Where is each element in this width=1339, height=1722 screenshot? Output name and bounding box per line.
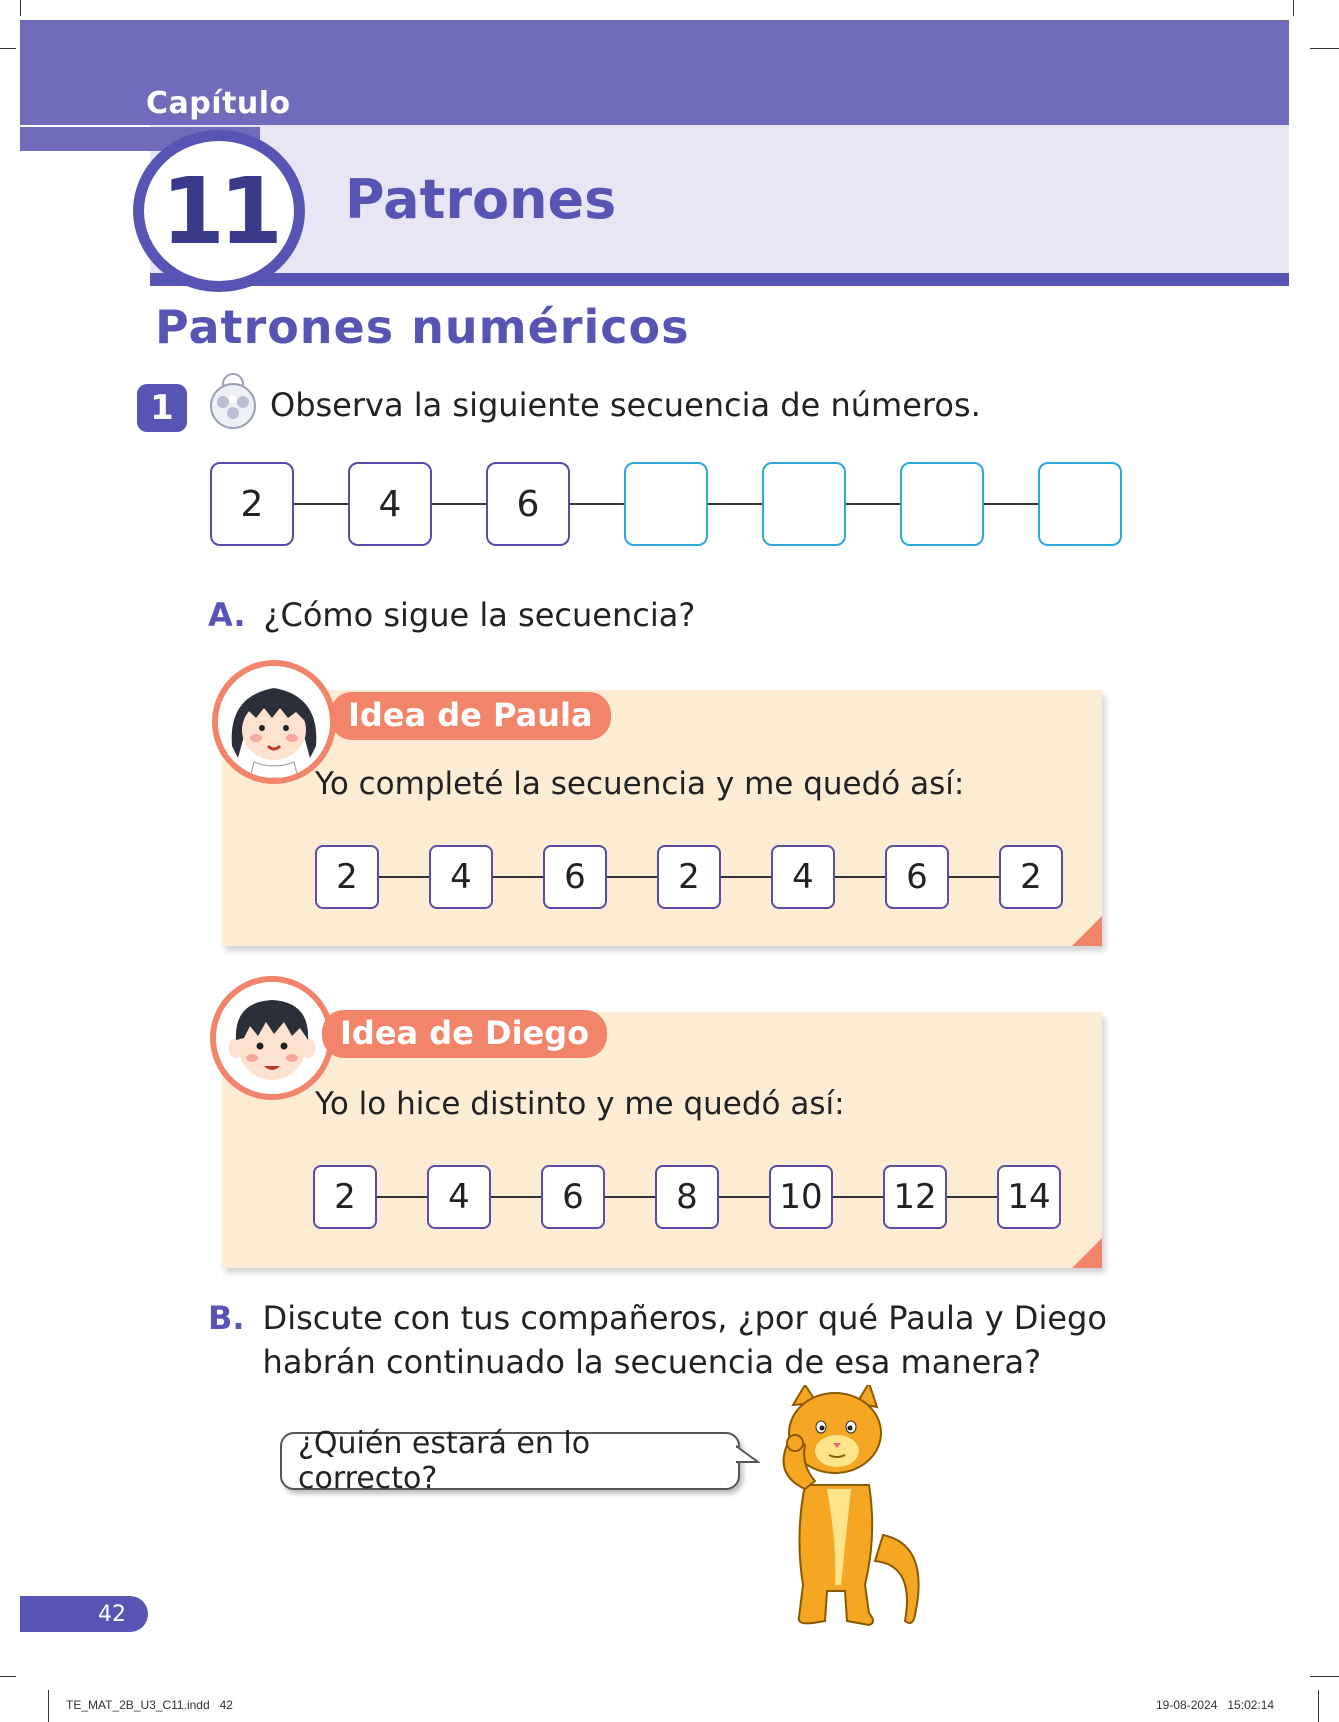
sequence-box: 2: [315, 845, 379, 909]
section-title: Patrones numéricos: [155, 300, 690, 354]
page-fold-corner: [1072, 916, 1102, 946]
exercise-instruction: Observa la siguiente secuencia de números.: [270, 386, 981, 424]
idea-text-diego: Yo lo hice distinto y me quedó así:: [315, 1086, 845, 1122]
speech-bubble: [280, 1426, 740, 1496]
idea-label-diego: Idea de Diego: [322, 1010, 607, 1058]
page-number: 42: [98, 1601, 126, 1627]
chapter-number-badge: [133, 130, 305, 292]
question-a: [208, 596, 695, 634]
question-a-text: ¿Cómo sigue la secuencia?: [263, 596, 696, 634]
question-a-label: A.: [208, 596, 246, 634]
sequence-connector: [570, 503, 624, 505]
boy-avatar-icon: [210, 976, 334, 1100]
sequence-box: 6: [486, 462, 570, 546]
sequence-box: 6: [543, 845, 607, 909]
page-number-tab: [20, 1596, 148, 1632]
crop-mark: [1293, 0, 1294, 16]
question-b-text: [263, 1296, 1107, 1384]
sequence-box: 2: [657, 845, 721, 909]
sequence-box: 12: [883, 1165, 947, 1229]
sequence-connector: [605, 1196, 655, 1198]
sequence-box: 6: [885, 845, 949, 909]
sequence-connector: [432, 503, 486, 505]
sequence-box: 4: [771, 845, 835, 909]
crop-mark: [0, 48, 16, 49]
sequence-connector: [833, 1196, 883, 1198]
print-slug-date: 19-08-2024 15:02:14: [1156, 1698, 1275, 1712]
chapter-title: Patrones: [345, 168, 617, 231]
crop-mark: [0, 1676, 16, 1677]
question-b: [208, 1296, 1107, 1384]
header-underline: [150, 273, 1289, 286]
diego-sequence: [313, 1165, 1061, 1229]
sequence-blank-box[interactable]: [762, 462, 846, 546]
sequence-connector: [493, 876, 543, 878]
sequence-blank-box[interactable]: [1038, 462, 1122, 546]
sequence-connector: [379, 876, 429, 878]
crop-mark: [20, 0, 21, 16]
group-discussion-icon: [205, 366, 261, 430]
question-b-line: habrán continuado la secuencia de esa manera?: [262, 1343, 1042, 1381]
sequence-box: 2: [313, 1165, 377, 1229]
sequence-box: 10: [769, 1165, 833, 1229]
number-sequence: [210, 462, 1122, 546]
sequence-connector: [377, 1196, 427, 1198]
idea-label-paula: Idea de Paula: [330, 692, 611, 740]
sequence-box: 2: [210, 462, 294, 546]
chapter-title-band: [150, 125, 1289, 273]
sequence-box: 8: [655, 1165, 719, 1229]
crop-mark: [48, 1690, 49, 1722]
print-slug-file: TE_MAT_2B_U3_C11.indd 42: [66, 1698, 233, 1712]
sequence-connector: [721, 876, 771, 878]
sequence-blank-box[interactable]: [624, 462, 708, 546]
exercise-number-badge: 1: [137, 384, 187, 432]
page-fold-corner: [1072, 1238, 1102, 1268]
idea-text-paula: Yo completé la secuencia y me quedó así:: [315, 766, 965, 802]
sequence-box: 6: [541, 1165, 605, 1229]
sequence-connector: [491, 1196, 541, 1198]
sequence-blank-box[interactable]: [900, 462, 984, 546]
crop-mark: [1310, 48, 1339, 49]
speech-bubble-text: ¿Quién estará en lo correcto?: [298, 1426, 591, 1496]
sequence-connector: [949, 876, 999, 878]
sequence-box: 4: [348, 462, 432, 546]
crop-mark: [1318, 1690, 1319, 1722]
sequence-box: 14: [997, 1165, 1061, 1229]
sequence-box: 4: [427, 1165, 491, 1229]
sequence-box: 4: [429, 845, 493, 909]
question-b-line: Discute con tus compañeros, ¿por qué Paula y Diego: [262, 1299, 1107, 1337]
crop-mark: [1310, 1676, 1339, 1677]
chapter-number: 11: [160, 157, 278, 265]
chapter-label: Capítulo: [146, 86, 291, 121]
sequence-connector: [719, 1196, 769, 1198]
question-b-label: B.: [208, 1299, 245, 1337]
sequence-box: 2: [999, 845, 1063, 909]
sequence-connector: [947, 1196, 997, 1198]
sequence-connector: [835, 876, 885, 878]
speech-bubble-tail: [736, 1444, 760, 1468]
sequence-connector: [984, 503, 1038, 505]
paula-sequence: [315, 845, 1063, 909]
thinking-cat-icon: [765, 1385, 935, 1630]
sequence-connector: [294, 503, 348, 505]
sequence-connector: [708, 503, 762, 505]
sequence-connector: [607, 876, 657, 878]
sequence-connector: [846, 503, 900, 505]
